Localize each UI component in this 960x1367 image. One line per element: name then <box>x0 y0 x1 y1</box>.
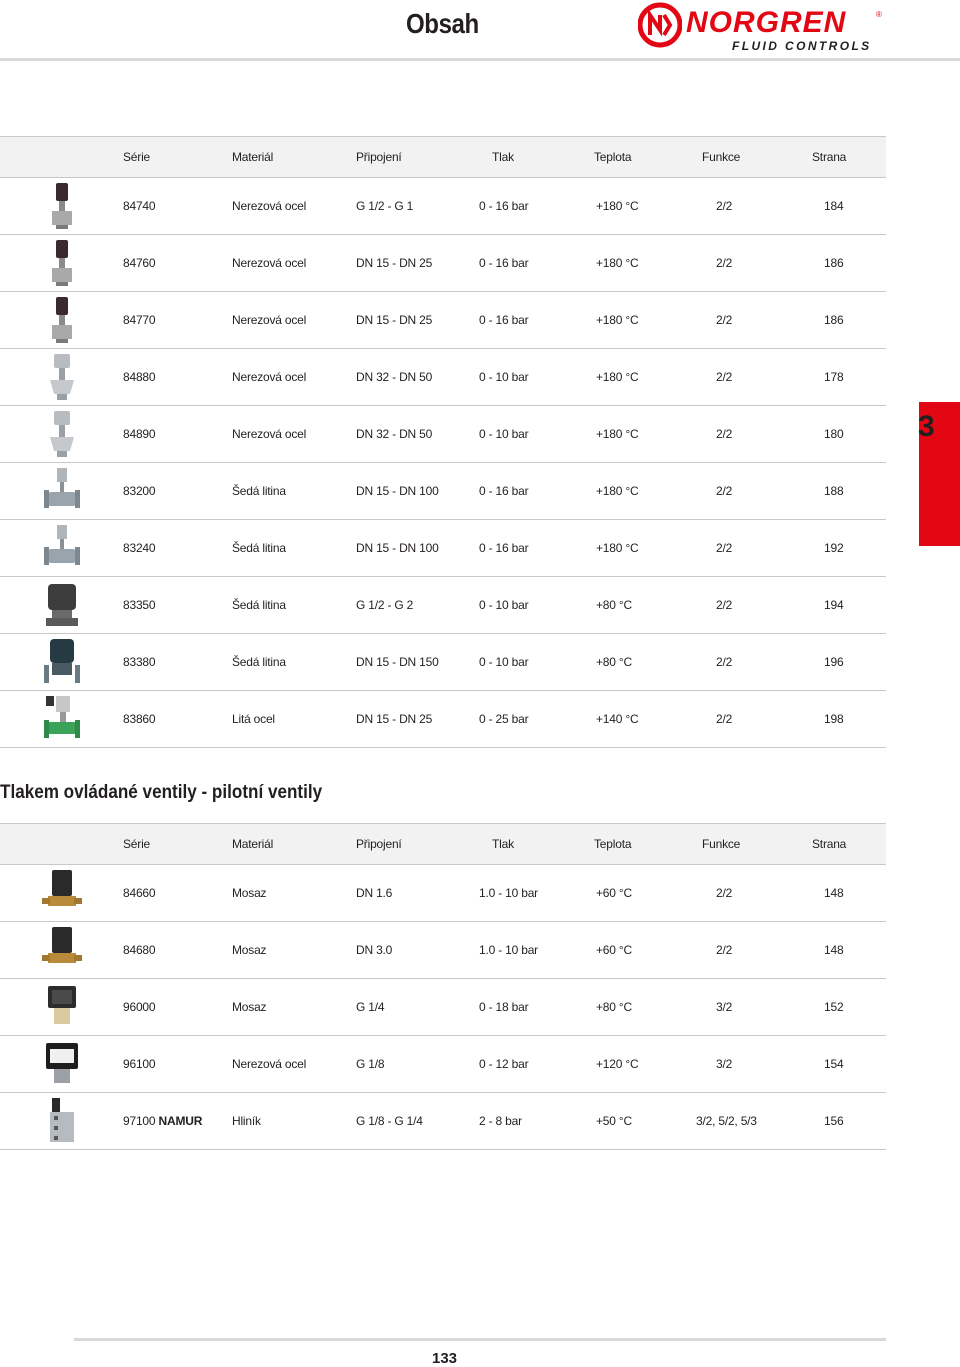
cell-serie-suffix: NAMUR <box>158 1114 203 1128</box>
cell-pripojeni: DN 15 - DN 100 <box>356 541 439 555</box>
cell-funkce: 2/2 <box>716 427 733 441</box>
column-header-strana: Strana <box>812 150 847 164</box>
table-row <box>0 979 886 1036</box>
cell-teplota: +140 °C <box>596 712 639 726</box>
cell-tlak: 0 - 10 bar <box>479 370 529 384</box>
column-header-tlak: Tlak <box>492 837 514 851</box>
cell-material: Mosaz <box>232 1000 267 1014</box>
cell-teplota: +180 °C <box>596 427 639 441</box>
cell-serie-number: 83380 <box>123 655 156 669</box>
cell-serie-number: 84740 <box>123 199 156 213</box>
cell-serie-number: 84880 <box>123 370 156 384</box>
table-row <box>0 1036 886 1093</box>
cell-funkce: 3/2, 5/2, 5/3 <box>696 1114 757 1128</box>
cell-serie-number: 84770 <box>123 313 156 327</box>
table-row <box>0 634 886 691</box>
cell-pripojeni: DN 1.6 <box>356 886 393 900</box>
cell-serie-number: 84890 <box>123 427 156 441</box>
cell-teplota: +180 °C <box>596 199 639 213</box>
cell-material: Šedá litina <box>232 655 286 669</box>
cell-pripojeni: G 1/2 - G 2 <box>356 598 414 612</box>
cell-teplota: +180 °C <box>596 256 639 270</box>
cell-material: Nerezová ocel <box>232 370 307 384</box>
cell-strana: 156 <box>824 1114 844 1128</box>
table-row <box>0 865 886 922</box>
cell-pripojeni: DN 15 - DN 150 <box>356 655 439 669</box>
solenoid-pilot-valve-icon <box>40 982 84 1032</box>
cell-pripojeni: DN 32 - DN 50 <box>356 370 433 384</box>
cell-tlak: 0 - 10 bar <box>479 427 529 441</box>
cell-serie-number: 97100 <box>123 1114 156 1128</box>
cell-serie <box>123 427 155 441</box>
cell-strana: 188 <box>824 484 844 498</box>
table-row <box>0 922 886 979</box>
cell-strana: 186 <box>824 313 844 327</box>
column-header-pripojeni: Připojení <box>356 150 402 164</box>
angle-seat-valve-dark-icon <box>40 295 84 345</box>
cell-serie <box>123 943 155 957</box>
cell-material: Nerezová ocel <box>232 313 307 327</box>
cell-funkce: 2/2 <box>716 370 733 384</box>
cell-pripojeni: G 1/8 <box>356 1057 385 1071</box>
column-header-serie: Série <box>123 150 151 164</box>
footer-divider <box>74 1338 886 1341</box>
cell-material: Nerezová ocel <box>232 256 307 270</box>
cell-teplota: +80 °C <box>596 598 632 612</box>
cell-material: Litá ocel <box>232 712 275 726</box>
cell-funkce: 2/2 <box>716 655 733 669</box>
cell-funkce: 2/2 <box>716 712 733 726</box>
angle-seat-valve-dark-icon <box>40 181 84 231</box>
cell-serie <box>123 313 155 327</box>
cell-tlak: 0 - 18 bar <box>479 1000 529 1014</box>
cell-serie <box>123 541 155 555</box>
table-row <box>0 1093 886 1150</box>
cell-tlak: 0 - 16 bar <box>479 256 529 270</box>
product-table-1 <box>0 136 886 748</box>
diaphragm-valve-flanged-icon <box>40 637 84 687</box>
cell-serie-number: 83350 <box>123 598 156 612</box>
cell-funkce: 2/2 <box>716 886 733 900</box>
cell-serie <box>123 1057 155 1071</box>
cell-teplota: +180 °C <box>596 370 639 384</box>
angle-seat-valve-steel-icon <box>40 352 84 402</box>
cell-material: Nerezová ocel <box>232 199 307 213</box>
cell-serie <box>123 1114 202 1128</box>
top-divider <box>0 58 960 61</box>
cell-strana: 178 <box>824 370 844 384</box>
cell-teplota: +180 °C <box>596 541 639 555</box>
flanged-globe-valve-icon <box>40 523 84 573</box>
cell-teplota: +80 °C <box>596 1000 632 1014</box>
cell-serie-number: 84760 <box>123 256 156 270</box>
cell-funkce: 2/2 <box>716 943 733 957</box>
column-header-serie: Série <box>123 837 151 851</box>
logo-brand: NORGREN <box>686 6 847 39</box>
table-row <box>0 463 886 520</box>
cell-teplota: +180 °C <box>596 313 639 327</box>
cell-funkce: 2/2 <box>716 484 733 498</box>
cell-funkce: 2/2 <box>716 256 733 270</box>
norgren-logo <box>636 2 888 54</box>
cell-teplota: +60 °C <box>596 943 632 957</box>
column-header-strana: Strana <box>812 837 847 851</box>
cell-serie-number: 83240 <box>123 541 156 555</box>
cell-pripojeni: DN 3.0 <box>356 943 393 957</box>
cell-tlak: 0 - 10 bar <box>479 655 529 669</box>
cell-tlak: 1.0 - 10 bar <box>479 943 538 957</box>
cell-teplota: +60 °C <box>596 886 632 900</box>
table-row <box>0 520 886 577</box>
cell-tlak: 1.0 - 10 bar <box>479 886 538 900</box>
cell-pripojeni: DN 15 - DN 25 <box>356 313 433 327</box>
namur-valve-icon <box>40 1096 84 1146</box>
cell-funkce: 2/2 <box>716 598 733 612</box>
cell-serie <box>123 199 155 213</box>
brass-solenoid-valve-icon <box>40 868 84 918</box>
cell-serie-number: 83860 <box>123 712 156 726</box>
cell-tlak: 0 - 25 bar <box>479 712 529 726</box>
cell-tlak: 2 - 8 bar <box>479 1114 522 1128</box>
cell-serie-number: 84660 <box>123 886 156 900</box>
cell-funkce: 3/2 <box>716 1057 733 1071</box>
cell-pripojeni: G 1/4 <box>356 1000 385 1014</box>
cell-serie-number: 83200 <box>123 484 156 498</box>
cell-strana: 192 <box>824 541 844 555</box>
cell-strana: 184 <box>824 199 844 213</box>
cell-serie <box>123 598 155 612</box>
table-row <box>0 235 886 292</box>
cell-pripojeni: G 1/8 - G 1/4 <box>356 1114 423 1128</box>
angle-seat-valve-dark-icon <box>40 238 84 288</box>
cell-serie <box>123 712 155 726</box>
cell-teplota: +80 °C <box>596 655 632 669</box>
cell-tlak: 0 - 16 bar <box>479 541 529 555</box>
product-table-2 <box>0 823 886 1150</box>
cell-pripojeni: G 1/2 - G 1 <box>356 199 414 213</box>
diaphragm-valve-icon <box>40 580 84 630</box>
cell-tlak: 0 - 12 bar <box>479 1057 529 1071</box>
cell-funkce: 2/2 <box>716 541 733 555</box>
table-row <box>0 292 886 349</box>
cell-tlak: 0 - 10 bar <box>479 598 529 612</box>
cell-serie-number: 96100 <box>123 1057 156 1071</box>
column-header-material: Materiál <box>232 837 274 851</box>
cell-serie <box>123 1000 155 1014</box>
cell-pripojeni: DN 32 - DN 50 <box>356 427 433 441</box>
logo-subtitle: FLUID CONTROLS <box>732 39 872 53</box>
table-row <box>0 406 886 463</box>
cell-strana: 148 <box>824 886 844 900</box>
cell-serie <box>123 484 155 498</box>
cell-pripojeni: DN 15 - DN 25 <box>356 712 433 726</box>
cell-funkce: 2/2 <box>716 199 733 213</box>
cell-strana: 198 <box>824 712 844 726</box>
page-title: Obsah <box>406 8 479 39</box>
cell-material: Šedá litina <box>232 541 286 555</box>
cell-teplota: +50 °C <box>596 1114 632 1128</box>
cell-strana: 186 <box>824 256 844 270</box>
cell-pripojeni: DN 15 - DN 100 <box>356 484 439 498</box>
page-number: 133 <box>432 1350 458 1367</box>
chapter-tab-number: 3 <box>918 410 935 443</box>
section-title: Tlakem ovládané ventily - pilotní ventily <box>0 782 323 803</box>
column-header-tlak: Tlak <box>492 150 514 164</box>
cell-serie <box>123 655 155 669</box>
cell-serie <box>123 256 155 270</box>
table-row <box>0 577 886 634</box>
column-header-funkce: Funkce <box>702 837 741 851</box>
cell-serie-number: 84680 <box>123 943 156 957</box>
table-row <box>0 349 886 406</box>
cell-strana: 148 <box>824 943 844 957</box>
cell-material: Mosaz <box>232 943 267 957</box>
cell-strana: 154 <box>824 1057 844 1071</box>
brass-solenoid-valve-icon <box>40 925 84 975</box>
cell-tlak: 0 - 16 bar <box>479 484 529 498</box>
cell-material: Nerezová ocel <box>232 427 307 441</box>
angle-seat-valve-steel-icon <box>40 409 84 459</box>
cell-strana: 194 <box>824 598 844 612</box>
norgren-emblem-icon <box>638 2 682 48</box>
table-row <box>0 178 886 235</box>
cast-steel-valve-icon <box>40 694 84 744</box>
column-header-teplota: Teplota <box>594 837 632 851</box>
cell-serie-number: 96000 <box>123 1000 156 1014</box>
logo-registered: ® <box>876 10 882 19</box>
cell-pripojeni: DN 15 - DN 25 <box>356 256 433 270</box>
cell-funkce: 3/2 <box>716 1000 733 1014</box>
cell-strana: 180 <box>824 427 844 441</box>
cell-tlak: 0 - 16 bar <box>479 313 529 327</box>
cell-strana: 152 <box>824 1000 844 1014</box>
column-header-teplota: Teplota <box>594 150 632 164</box>
column-header-funkce: Funkce <box>702 150 741 164</box>
cell-strana: 196 <box>824 655 844 669</box>
cell-material: Nerezová ocel <box>232 1057 307 1071</box>
cell-material: Šedá litina <box>232 598 286 612</box>
column-header-pripojeni: Připojení <box>356 837 402 851</box>
cell-teplota: +180 °C <box>596 484 639 498</box>
table-header <box>0 823 886 865</box>
cell-material: Šedá litina <box>232 484 286 498</box>
cell-tlak: 0 - 16 bar <box>479 199 529 213</box>
cell-material: Mosaz <box>232 886 267 900</box>
flanged-globe-valve-icon <box>40 466 84 516</box>
cell-material: Hliník <box>232 1114 261 1128</box>
cell-teplota: +120 °C <box>596 1057 639 1071</box>
column-header-material: Materiál <box>232 150 274 164</box>
table-header <box>0 136 886 178</box>
cell-serie <box>123 886 155 900</box>
table-row <box>0 691 886 748</box>
cell-serie <box>123 370 155 384</box>
solenoid-pilot-valve-black-icon <box>40 1039 84 1089</box>
cell-funkce: 2/2 <box>716 313 733 327</box>
